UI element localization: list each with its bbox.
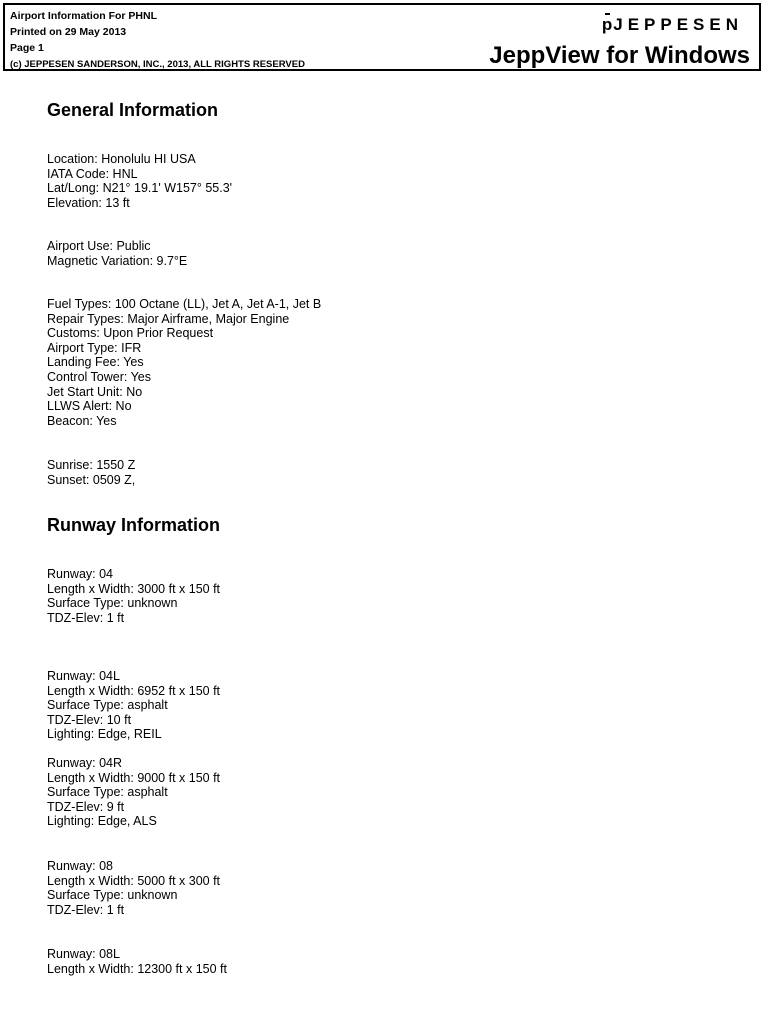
location-group	[47, 152, 232, 210]
info-line: Length x Width: 3000 ft x 150 ft	[47, 581, 221, 596]
info-line: Lighting: Edge, REIL	[47, 727, 162, 742]
info-line: Length x Width: 9000 ft x 150 ft	[47, 770, 221, 785]
info-line: Jet Start Unit: No	[47, 384, 143, 399]
printed-date: Printed on 29 May 2013	[10, 26, 127, 38]
runway-04-block	[47, 567, 220, 625]
info-line: Location: Honolulu HI USA	[47, 152, 196, 166]
info-line: Length x Width: 5000 ft x 300 ft	[47, 873, 221, 888]
info-line: Runway: 08L	[47, 947, 120, 961]
info-line: Beacon: Yes	[47, 413, 117, 428]
copyright-notice: (c) JEPPESEN SANDERSON, INC., 2013, ALL RIGHTS RESERVED	[10, 59, 305, 70]
info-line: Lat/Long: N21° 19.1' W157° 55.3'	[47, 181, 233, 196]
info-line: TDZ-Elev: 10 ft	[47, 712, 132, 727]
info-line: Sunrise: 1550 Z	[47, 458, 136, 472]
info-line: Length x Width: 6952 ft x 150 ft	[47, 683, 221, 698]
info-line: Surface Type: unknown	[47, 888, 178, 903]
info-line: TDZ-Elev: 1 ft	[47, 610, 125, 625]
info-line: Runway: 04	[47, 567, 114, 581]
info-line: Customs: Upon Prior Request	[47, 326, 214, 341]
info-line: TDZ-Elev: 1 ft	[47, 902, 125, 917]
info-line: Surface Type: unknown	[47, 596, 178, 611]
info-line: Elevation: 13 ft	[47, 195, 130, 210]
info-line: Landing Fee: Yes	[47, 355, 144, 370]
info-line: Runway: 08	[47, 859, 114, 873]
info-line: Sunset: 0509 Z,	[47, 472, 136, 487]
info-line: Lighting: Edge, ALS	[47, 814, 157, 829]
runway-08l-block	[47, 947, 227, 976]
jeppesen-wordmark: JEPPESEN	[613, 15, 743, 34]
info-line: Length x Width: 12300 ft x 150 ft	[47, 961, 227, 976]
runway-08-block	[47, 859, 220, 917]
sun-times-group	[47, 458, 135, 487]
page-number: Page 1	[10, 42, 44, 54]
info-line: Repair Types: Major Airframe, Major Engine	[47, 311, 290, 326]
info-line: LLWS Alert: No	[47, 399, 132, 414]
info-line: Runway: 04L	[47, 669, 120, 683]
runway-04r-block	[47, 756, 220, 829]
jeppesen-logo-mark: p	[601, 15, 613, 34]
info-line: Control Tower: Yes	[47, 369, 151, 384]
runway-04l-block	[47, 669, 220, 742]
report-header	[3, 3, 761, 71]
info-line: Magnetic Variation: 9.7°E	[47, 253, 188, 268]
info-line: Surface Type: asphalt	[47, 698, 168, 713]
runway-information-heading: Runway Information	[47, 515, 221, 535]
report-title: Airport Information For PHNL	[10, 10, 157, 22]
info-line: Fuel Types: 100 Octane (LL), Jet A, Jet A-1, Jet B	[47, 297, 322, 311]
info-line: Runway: 04R	[47, 756, 123, 770]
info-line: TDZ-Elev: 9 ft	[47, 799, 125, 814]
info-line: Surface Type: asphalt	[47, 785, 168, 800]
usage-group	[47, 239, 187, 268]
jeppesen-logo	[602, 15, 743, 35]
info-line: Airport Use: Public	[47, 239, 151, 253]
general-information-heading: General Information	[47, 100, 219, 120]
product-name: JeppView for Windows	[489, 42, 750, 69]
info-line: IATA Code: HNL	[47, 166, 138, 181]
facilities-group	[47, 297, 321, 428]
info-line: Airport Type: IFR	[47, 340, 142, 355]
